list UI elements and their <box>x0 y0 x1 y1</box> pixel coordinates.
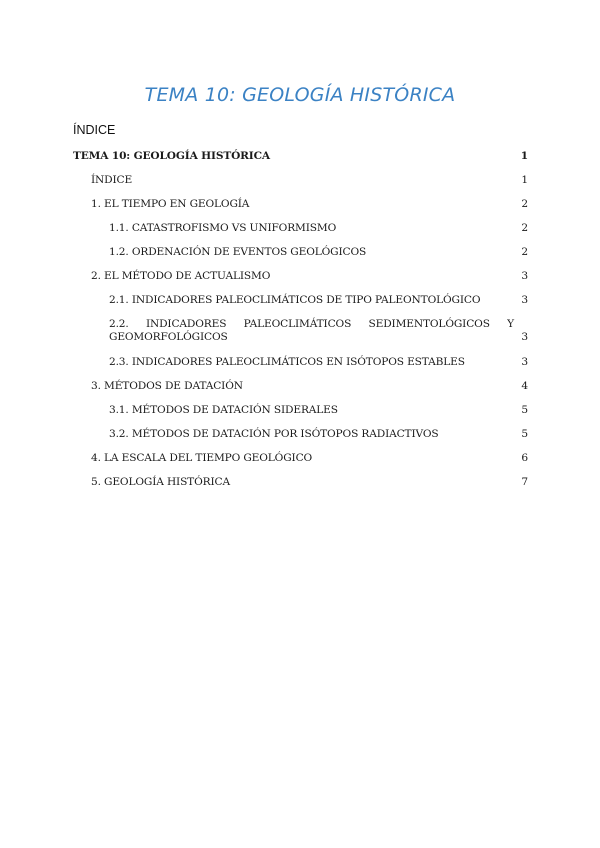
toc-entry-label: 2.1. INDICADORES PALEOCLIMÁTICOS DE TIPO PALEONTOLÓGICO <box>109 294 481 306</box>
toc-entry-2[interactable] <box>73 270 528 294</box>
document-title: TEMA 10: GEOLOGÍA HISTÓRICA <box>144 84 456 106</box>
toc-entry-3-2[interactable] <box>73 428 528 452</box>
toc-entry-page: 2 <box>521 222 528 234</box>
toc-entry-3[interactable] <box>73 380 528 404</box>
table-of-contents <box>73 150 528 500</box>
toc-entry-page: 3 <box>521 356 528 368</box>
toc-entry-label-line1 <box>109 318 514 331</box>
toc-entry-label: 2. EL MÉTODO DE ACTUALISMO <box>91 270 271 282</box>
index-heading: ÍNDICE <box>73 123 116 137</box>
toc-entry-label <box>109 318 514 344</box>
toc-entry-page: 5 <box>521 404 528 416</box>
toc-entry-1-2[interactable] <box>73 246 528 270</box>
toc-word: SEDIMENTOLÓGICOS <box>368 318 490 330</box>
toc-word: PALEOCLIMÁTICOS <box>243 318 352 330</box>
toc-entry-3-1[interactable] <box>73 404 528 428</box>
toc-entry-page: 2 <box>521 198 528 210</box>
toc-entry-page: 3 <box>521 331 528 343</box>
toc-entry-tema-10[interactable] <box>73 150 528 174</box>
toc-entry-label: TEMA 10: GEOLOGÍA HISTÓRICA <box>73 150 270 162</box>
toc-entry-page: 1 <box>521 174 528 186</box>
toc-entry-label: ÍNDICE <box>91 174 133 186</box>
toc-entry-page: 2 <box>521 246 528 258</box>
toc-entry-label: 2.3. INDICADORES PALEOCLIMÁTICOS EN ISÓTOPOS ESTABLES <box>109 356 465 368</box>
toc-entry-label: 1.1. CATASTROFISMO VS UNIFORMISMO <box>109 222 337 234</box>
toc-entry-page: 3 <box>521 270 528 282</box>
toc-entry-2-1[interactable] <box>73 294 528 318</box>
toc-entry-label: 1.2. ORDENACIÓN DE EVENTOS GEOLÓGICOS <box>109 246 367 258</box>
toc-word: INDICADORES <box>145 318 227 330</box>
toc-entry-label: 3.1. MÉTODOS DE DATACIÓN SIDERALES <box>109 404 338 416</box>
toc-entry-label: 5. GEOLOGÍA HISTÓRICA <box>91 476 230 488</box>
toc-entry-5[interactable] <box>73 476 528 500</box>
toc-entry-4[interactable] <box>73 452 528 476</box>
toc-entry-label: 1. EL TIEMPO EN GEOLOGÍA <box>91 198 250 210</box>
toc-entry-1[interactable] <box>73 198 528 222</box>
toc-entry-label: 4. LA ESCALA DEL TIEMPO GEOLÓGICO <box>91 452 313 464</box>
toc-entry-page: 4 <box>521 380 528 392</box>
toc-entry-page: 7 <box>521 476 528 488</box>
toc-entry-2-3[interactable] <box>73 356 528 380</box>
toc-word: Y <box>507 318 514 330</box>
toc-entry-label: 3. MÉTODOS DE DATACIÓN <box>91 380 243 392</box>
toc-entry-1-1[interactable] <box>73 222 528 246</box>
toc-entry-label-line2: GEOMORFOLÓGICOS <box>109 331 228 343</box>
toc-entry-indice[interactable] <box>73 174 528 198</box>
toc-entry-page: 1 <box>520 150 528 162</box>
toc-entry-page: 5 <box>521 428 528 440</box>
toc-entry-page: 3 <box>521 294 528 306</box>
toc-entry-2-2[interactable] <box>73 318 528 356</box>
toc-word: 2.2. <box>109 318 129 330</box>
toc-entry-label: 3.2. MÉTODOS DE DATACIÓN POR ISÓTOPOS RADIACTIVOS <box>109 428 439 440</box>
toc-entry-page: 6 <box>521 452 528 464</box>
